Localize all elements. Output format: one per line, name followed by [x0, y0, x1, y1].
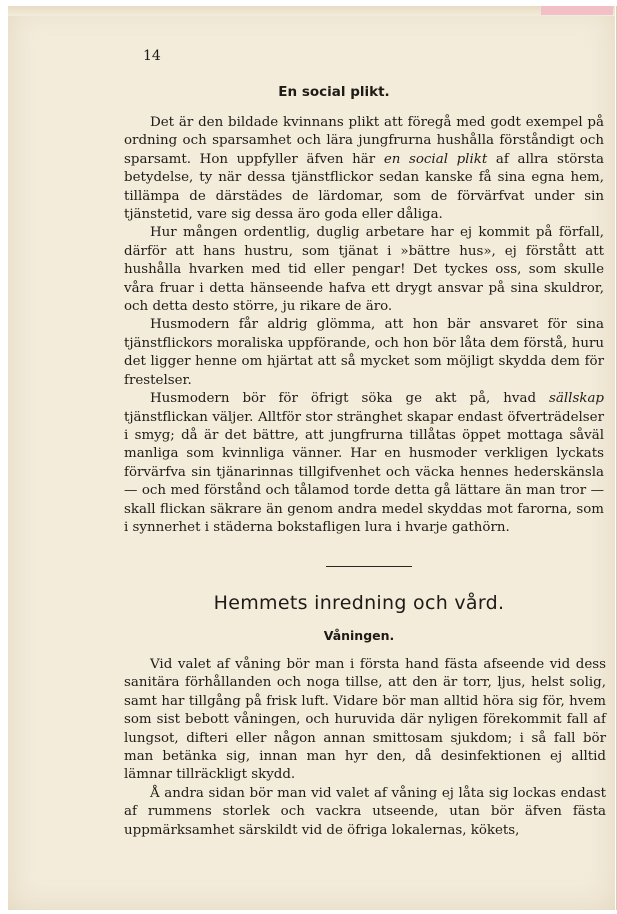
section-body [124, 656, 606, 840]
article-body [124, 114, 604, 537]
paragraph-text: Hur mången ordentlig, duglig arbetare har ej kommit på förfall, därför att hans hustru, som tjänat i »bättre hus», ej förstått att hushålla hvarken med tid eller pengar! Det tyckes oss, som skulle våra fruar i detta hänseende hafva ett drygt ansvar på sina skuldror, och detta desto större, ju rikare de äro. [124, 225, 604, 315]
section-divider [326, 566, 412, 567]
paragraph-text: tjänstflickan väljer. Alltför stor stränghet skapar endast öfverträdelser i smyg; då är det bättre, att jungfrurna tillåtas öppet mottaga såväl manliga som kvinnliga vänner. Har en husmoder verkligen lyckats förvärfva sin tjänarinnas tillgifvenhet och väcka hennes hederskänsla — och med förstånd och tålamod torde detta gå lättare än man tror — skall flickan säkrare än genom andra medel skyddas mot farorna, som i synnerhet i städerna bokstafligen lura i hvarje gathörn. [124, 409, 604, 535]
page-number: 14 [143, 48, 161, 64]
subsection-heading: Våningen. [323, 628, 395, 643]
paragraph [124, 390, 604, 537]
torn-top-edge [8, 6, 615, 16]
article-title: En social plikt. [278, 84, 390, 100]
paragraph-text: Husmodern får aldrig glömma, att hon bär ansvaret för sina tjänstflickors moraliska uppförande, och hon bör låta dem förstå, huru det ligger henne om hjärtat att så mycket som möjligt skydda dem för frestelser. [124, 317, 604, 388]
paragraph-text: Det är den bildade kvinnans plikt att föregå med godt exempel på ordning och sparsamhet och lära jungfrurna hushålla förståndigt och sparsamt. Hon uppfyller äfven här [124, 115, 604, 167]
paragraph: Å andra sidan bör man vid valet af våning ej låta sig lockas endast af rummens storlek och vackra utseende, utan bör äfven fästa uppmärksamhet särskildt vid de öfriga lokalernas, kökets, [124, 785, 606, 838]
paragraph-text: Husmodern bör för öfrigt söka ge akt på, hvad [150, 391, 550, 407]
section-heading: Hemmets inredning och vård. [213, 592, 505, 614]
paragraph [124, 224, 604, 316]
paragraph-text: af allra största betydelse, ty när dessa tjänstflickor sedan kanske få sina egna hem, tillämpa de därstädes de lärdomar, som de förvärfvat under sin tjänstetid, vare sig dessa äro goda eller dåliga. [124, 151, 604, 223]
paragraph: Vid valet af våning bör man i första hand fästa afseende vid dess sanitära förhållanden och noga tillse, att den är torr, ljus, helst solig, samt har tillgång på frisk luft. Vidare bör man alltid höra sig för, hvem som sist bebott våningen, och huruvida där nyligen förekommit fall af lungsot, difteri eller någon annan smittosam sjukdom; i så fall bör man betänka sig, innan man hyr den, då desinfektionen ej alltid lämnar tillräckligt skydd. [124, 657, 606, 783]
pink-tape-mark [541, 6, 613, 15]
paragraph [124, 114, 604, 224]
emphasized-text: en social plikt [383, 151, 488, 167]
book-page [8, 6, 615, 910]
emphasized-text: sällskap [549, 391, 604, 407]
paragraph [124, 316, 604, 390]
